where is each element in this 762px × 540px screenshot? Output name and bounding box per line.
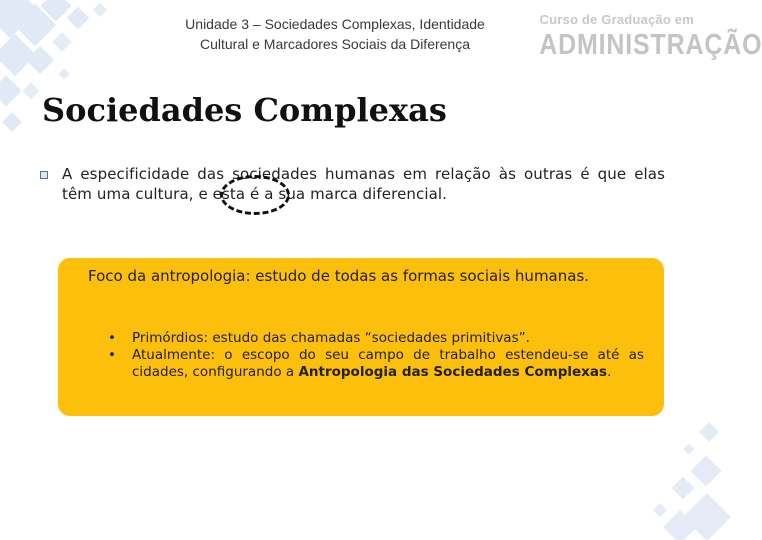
course-brand xyxy=(514,12,762,61)
square-bullet-icon xyxy=(40,171,48,179)
dashed-circle-annotation xyxy=(220,175,290,215)
list-item-text-end: . xyxy=(607,364,612,380)
brand-name: ADMINISTRAÇÃO xyxy=(539,29,762,61)
bullet-dot-icon: • xyxy=(108,347,116,363)
unit-title-line-1: Unidade 3 – Sociedades Complexas, Identidade xyxy=(185,16,485,32)
unit-title-line-2: Cultural e Marcadores Sociais da Diferença xyxy=(199,36,470,52)
focus-text: Foco da antropologia: estudo de todas as formas sociais humanas. xyxy=(88,267,590,285)
list-item-text: Atualmente: o escopo do seu campo de trabalho estendeu-se até as cidades, configurando a xyxy=(132,347,644,380)
brand-subtitle: Curso de Graduação em xyxy=(539,12,694,27)
main-bullet xyxy=(40,164,665,204)
slide-title: Sociedades Complexas xyxy=(42,91,447,129)
bullet-dot-icon: • xyxy=(108,330,116,346)
list-item-text: Primórdios: estudo das chamadas “sociedades primitivas”. xyxy=(132,330,530,346)
list-item-emphasis: Antropologia das Sociedades Complexas xyxy=(298,364,607,380)
main-bullet-text: A especificidade das sociedades humanas em relação às outras é que elas têm uma cultura, e esta é a sua marca diferencial. xyxy=(62,165,665,203)
focus-sub-list xyxy=(106,330,644,381)
unit-title xyxy=(150,14,520,54)
list-item xyxy=(106,330,644,347)
list-item xyxy=(106,347,644,381)
